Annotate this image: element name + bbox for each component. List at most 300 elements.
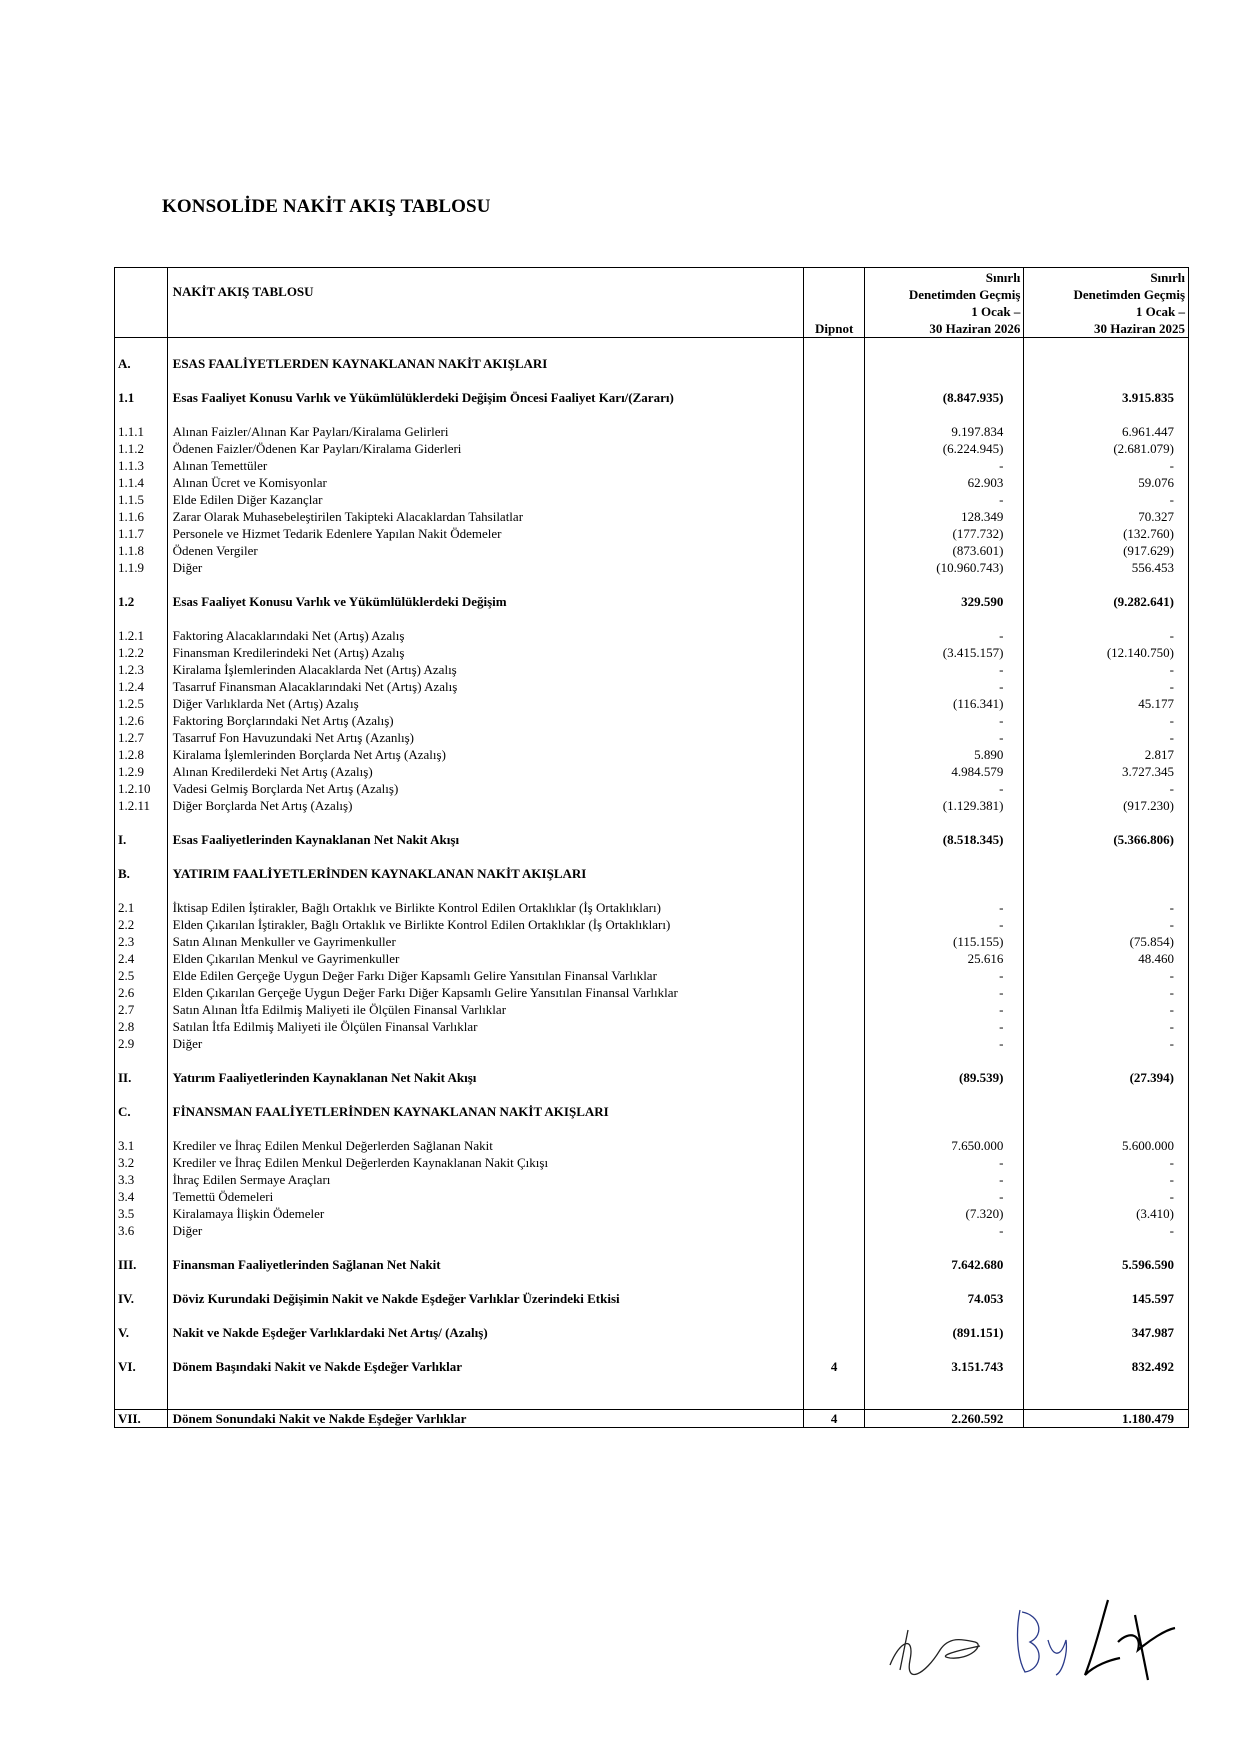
row-code: 1.2.6 [115, 712, 168, 729]
row-note [803, 644, 864, 661]
row-note [803, 627, 864, 644]
row-value-2026: (3.415.157) [865, 644, 1024, 661]
row-value-2026: (116.341) [865, 695, 1024, 712]
row-value-2025: - [1024, 712, 1189, 729]
row-value-2025: - [1024, 899, 1189, 916]
row-label: Tasarruf Finansman Alacaklarındaki Net (Artış) Azalış [167, 678, 803, 695]
row-label: Ödenen Faizler/Ödenen Kar Payları/Kiralama Giderleri [167, 440, 803, 457]
row-code: 3.2 [115, 1154, 168, 1171]
row-code: 1.1.2 [115, 440, 168, 457]
row-value-2025: (132.760) [1024, 525, 1189, 542]
spacer-cell [865, 1239, 1024, 1256]
table-row [115, 1222, 1189, 1239]
row-value-2026 [865, 1103, 1024, 1120]
row-note [803, 1171, 864, 1188]
cash-flow-table [114, 267, 1189, 1428]
row-code: 1.2.10 [115, 780, 168, 797]
table-row [115, 678, 1189, 695]
table-row [115, 831, 1189, 848]
row-code: 1.2.3 [115, 661, 168, 678]
table-row [115, 797, 1189, 814]
row-note [803, 1103, 864, 1120]
row-note [803, 542, 864, 559]
row-note [803, 780, 864, 797]
row-value-2026: 2.260.592 [865, 1410, 1024, 1428]
table-row [115, 729, 1189, 746]
row-code: 2.8 [115, 1018, 168, 1035]
row-value-2026: - [865, 1018, 1024, 1035]
spacer-row [115, 406, 1189, 423]
row-label: Temettü Ödemeleri [167, 1188, 803, 1205]
row-note [803, 916, 864, 933]
row-value-2026: 9.197.834 [865, 423, 1024, 440]
row-value-2026: - [865, 984, 1024, 1001]
row-code: II. [115, 1069, 168, 1086]
spacer-cell [1024, 848, 1189, 865]
spacer-cell [803, 610, 864, 627]
spacer-cell [167, 372, 803, 389]
row-label: Elden Çıkarılan Menkul ve Gayrimenkuller [167, 950, 803, 967]
row-label: Satılan İtfa Edilmiş Maliyeti ile Ölçülen Finansal Varlıklar [167, 1018, 803, 1035]
spacer-cell [167, 1239, 803, 1256]
signature-2 [1018, 1610, 1067, 1675]
row-note [803, 491, 864, 508]
row-value-2025: 347.987 [1024, 1324, 1189, 1341]
row-note [803, 1222, 864, 1239]
signature-1 [890, 1630, 980, 1674]
row-label: Kiralama İşlemlerinden Alacaklarda Net (Artış) Azalış [167, 661, 803, 678]
row-label: Kiralama İşlemlerinden Borçlarda Net Artış (Azalış) [167, 746, 803, 763]
table-row [115, 763, 1189, 780]
row-label: Alınan Ücret ve Komisyonlar [167, 474, 803, 491]
table-row [115, 1001, 1189, 1018]
row-value-2025: - [1024, 1171, 1189, 1188]
row-label: FİNANSMAN FAALİYETLERİNDEN KAYNAKLANAN NAKİT AKIŞLARI [167, 1103, 803, 1120]
row-code: 1.1.9 [115, 559, 168, 576]
row-code: B. [115, 865, 168, 882]
row-value-2026: (115.155) [865, 933, 1024, 950]
row-note [803, 1290, 864, 1307]
row-code: 3.3 [115, 1171, 168, 1188]
header-2025-line-2: Denetimden Geçmiş [1073, 287, 1185, 302]
row-value-2025: 5.600.000 [1024, 1137, 1189, 1154]
row-value-2025: (917.629) [1024, 542, 1189, 559]
table-header-row [115, 268, 1189, 338]
row-label: Diğer [167, 1222, 803, 1239]
table-row [115, 423, 1189, 440]
row-code: 2.9 [115, 1035, 168, 1052]
row-value-2025: 832.492 [1024, 1358, 1189, 1375]
spacer-cell [115, 576, 168, 593]
row-label: Esas Faaliyetlerinden Kaynaklanan Net Nakit Akışı [167, 831, 803, 848]
spacer-row [115, 1239, 1189, 1256]
table-row [115, 984, 1189, 1001]
row-value-2025: 3.727.345 [1024, 763, 1189, 780]
row-note [803, 797, 864, 814]
row-value-2026: (7.320) [865, 1205, 1024, 1222]
spacer-row [115, 814, 1189, 831]
spacer-row [115, 1052, 1189, 1069]
row-value-2025: - [1024, 1018, 1189, 1035]
spacer-row [115, 1375, 1189, 1392]
table-row [115, 1171, 1189, 1188]
row-label: Diğer [167, 1035, 803, 1052]
row-value-2026: (8.847.935) [865, 389, 1024, 406]
row-code: 1.2.9 [115, 763, 168, 780]
row-value-2025: 59.076 [1024, 474, 1189, 491]
spacer-cell [1024, 576, 1189, 593]
spacer-cell [803, 1307, 864, 1324]
row-value-2026: - [865, 1154, 1024, 1171]
spacer-cell [115, 1273, 168, 1290]
row-value-2026: - [865, 1035, 1024, 1052]
row-code: V. [115, 1324, 168, 1341]
row-value-2026: (89.539) [865, 1069, 1024, 1086]
row-note [803, 933, 864, 950]
row-value-2025: - [1024, 1035, 1189, 1052]
row-note [803, 1188, 864, 1205]
row-label: Alınan Temettüler [167, 457, 803, 474]
row-value-2025: (2.681.079) [1024, 440, 1189, 457]
spacer-cell [1024, 1120, 1189, 1137]
table-row [115, 695, 1189, 712]
table-row [115, 593, 1189, 610]
spacer-cell [1024, 1052, 1189, 1069]
table-row [115, 627, 1189, 644]
row-code: 2.6 [115, 984, 168, 1001]
header-2026-line-4: 30 Haziran 2026 [929, 321, 1021, 336]
table-row [115, 542, 1189, 559]
row-note: 4 [803, 1410, 864, 1428]
table-row [115, 1103, 1189, 1120]
spacer-cell [865, 1392, 1024, 1410]
row-value-2026: - [865, 729, 1024, 746]
row-value-2026 [865, 355, 1024, 372]
row-value-2026: 7.650.000 [865, 1137, 1024, 1154]
spacer-cell [115, 814, 168, 831]
row-note [803, 1001, 864, 1018]
row-label: Tasarruf Fon Havuzundaki Net Artış (Azanlış) [167, 729, 803, 746]
table-row [115, 967, 1189, 984]
row-value-2026: - [865, 1222, 1024, 1239]
header-2025-line-3: 1 Ocak – [1135, 304, 1185, 319]
row-code: I. [115, 831, 168, 848]
row-label: Elden Çıkarılan Gerçeğe Uygun Değer Farkı Diğer Kapsamlı Gelire Yansıtılan Finansal Varlıklar [167, 984, 803, 1001]
row-code: 3.4 [115, 1188, 168, 1205]
table-row [115, 1154, 1189, 1171]
header-note: Dipnot [803, 268, 864, 338]
header-2026-line-2: Denetimden Geçmiş [908, 287, 1021, 302]
row-value-2025: (917.230) [1024, 797, 1189, 814]
row-label: Krediler ve İhraç Edilen Menkul Değerlerden Kaynaklanan Nakit Çıkışı [167, 1154, 803, 1171]
row-note [803, 950, 864, 967]
row-value-2025: - [1024, 661, 1189, 678]
row-value-2026: 329.590 [865, 593, 1024, 610]
row-note [803, 729, 864, 746]
spacer-row [115, 576, 1189, 593]
spacer-cell [167, 1273, 803, 1290]
row-value-2026: - [865, 780, 1024, 797]
spacer-cell [803, 576, 864, 593]
spacer-cell [865, 338, 1024, 356]
table-row [115, 899, 1189, 916]
row-code: 3.1 [115, 1137, 168, 1154]
row-note [803, 984, 864, 1001]
row-code: 1.1.7 [115, 525, 168, 542]
spacer-cell [115, 1239, 168, 1256]
row-value-2026: - [865, 457, 1024, 474]
row-code: 1.1 [115, 389, 168, 406]
row-note [803, 457, 864, 474]
spacer-cell [1024, 1341, 1189, 1358]
spacer-cell [803, 848, 864, 865]
row-code: A. [115, 355, 168, 372]
row-note [803, 1324, 864, 1341]
row-note [803, 899, 864, 916]
row-label: Ödenen Vergiler [167, 542, 803, 559]
header-statement-name: NAKİT AKIŞ TABLOSU [167, 268, 803, 338]
table-row [115, 661, 1189, 678]
row-value-2026: - [865, 967, 1024, 984]
header-period-2025 [1024, 268, 1189, 338]
spacer-cell [167, 1052, 803, 1069]
table-row [115, 933, 1189, 950]
spacer-cell [803, 1392, 864, 1410]
row-value-2025: - [1024, 1154, 1189, 1171]
table-row [115, 1205, 1189, 1222]
spacer-cell [167, 576, 803, 593]
row-value-2025: (9.282.641) [1024, 593, 1189, 610]
row-value-2025: 556.453 [1024, 559, 1189, 576]
row-value-2025: - [1024, 780, 1189, 797]
row-label: Dönem Sonundaki Nakit ve Nakde Eşdeğer Varlıklar [167, 1410, 803, 1428]
spacer-cell [167, 1375, 803, 1392]
row-value-2025: - [1024, 1188, 1189, 1205]
spacer-cell [1024, 1307, 1189, 1324]
spacer-cell [865, 814, 1024, 831]
spacer-cell [167, 1120, 803, 1137]
header-2026-line-1: Sınırlı [985, 270, 1021, 285]
row-note [803, 695, 864, 712]
row-value-2026: 62.903 [865, 474, 1024, 491]
row-code: 1.2.8 [115, 746, 168, 763]
row-code: 1.2.4 [115, 678, 168, 695]
row-label: ESAS FAALİYETLERDEN KAYNAKLANAN NAKİT AKIŞLARI [167, 355, 803, 372]
row-value-2025: - [1024, 457, 1189, 474]
row-value-2025: (5.366.806) [1024, 831, 1189, 848]
signatures [880, 1580, 1180, 1690]
row-label: Diğer Varlıklarda Net (Artış) Azalış [167, 695, 803, 712]
row-code: VI. [115, 1358, 168, 1375]
row-value-2026: - [865, 678, 1024, 695]
row-value-2025: - [1024, 627, 1189, 644]
row-value-2026: - [865, 916, 1024, 933]
row-note [803, 389, 864, 406]
table-row [115, 457, 1189, 474]
row-code: 1.1.5 [115, 491, 168, 508]
row-label: Esas Faaliyet Konusu Varlık ve Yükümlülüklerdeki Değişim Öncesi Faaliyet Karı/(Zararı) [167, 389, 803, 406]
spacer-cell [115, 372, 168, 389]
row-label: Alınan Faizler/Alınan Kar Payları/Kiralama Gelirleri [167, 423, 803, 440]
spacer-cell [865, 1273, 1024, 1290]
table-row [115, 1256, 1189, 1273]
row-note [803, 1205, 864, 1222]
spacer-cell [865, 406, 1024, 423]
row-value-2026: (1.129.381) [865, 797, 1024, 814]
row-code: 2.1 [115, 899, 168, 916]
spacer-row [115, 882, 1189, 899]
spacer-row [115, 1307, 1189, 1324]
row-note [803, 355, 864, 372]
row-code: 1.2 [115, 593, 168, 610]
row-note [803, 593, 864, 610]
row-value-2026: 74.053 [865, 1290, 1024, 1307]
row-code: 2.5 [115, 967, 168, 984]
row-note [803, 508, 864, 525]
row-note [803, 423, 864, 440]
row-code: 2.3 [115, 933, 168, 950]
row-label: Alınan Kredilerdeki Net Artış (Azalış) [167, 763, 803, 780]
row-note [803, 763, 864, 780]
table-row [115, 1069, 1189, 1086]
row-label: Diğer [167, 559, 803, 576]
spacer-cell [803, 1052, 864, 1069]
row-value-2026: - [865, 491, 1024, 508]
row-value-2025: 70.327 [1024, 508, 1189, 525]
row-value-2025: (12.140.750) [1024, 644, 1189, 661]
row-note [803, 1256, 864, 1273]
spacer-cell [115, 1307, 168, 1324]
row-label: İhraç Edilen Sermaye Araçları [167, 1171, 803, 1188]
row-label: Esas Faaliyet Konusu Varlık ve Yükümlülüklerdeki Değişim [167, 593, 803, 610]
table-row [115, 1410, 1189, 1428]
row-label: Finansman Kredilerindeki Net (Artış) Azalış [167, 644, 803, 661]
row-value-2026: (10.960.743) [865, 559, 1024, 576]
row-note [803, 1137, 864, 1154]
row-label: Faktoring Borçlarındaki Net Artış (Azalış) [167, 712, 803, 729]
table-row [115, 355, 1189, 372]
spacer-cell [803, 1341, 864, 1358]
spacer-cell [167, 1086, 803, 1103]
row-value-2026: - [865, 1171, 1024, 1188]
row-value-2026: (873.601) [865, 542, 1024, 559]
spacer-cell [803, 372, 864, 389]
row-value-2025: 3.915.835 [1024, 389, 1189, 406]
spacer-cell [1024, 882, 1189, 899]
row-note [803, 525, 864, 542]
row-value-2026: - [865, 899, 1024, 916]
row-value-2026: - [865, 661, 1024, 678]
row-code: 1.2.1 [115, 627, 168, 644]
row-value-2026: (177.732) [865, 525, 1024, 542]
spacer-row [115, 1273, 1189, 1290]
row-value-2025: - [1024, 984, 1189, 1001]
table-row [115, 1358, 1189, 1375]
spacer-cell [1024, 1239, 1189, 1256]
spacer-cell [167, 610, 803, 627]
spacer-cell [803, 814, 864, 831]
row-note [803, 712, 864, 729]
document-title: KONSOLİDE NAKİT AKIŞ TABLOSU [162, 196, 491, 217]
row-code: 1.2.2 [115, 644, 168, 661]
spacer-row [115, 372, 1189, 389]
table-row [115, 1188, 1189, 1205]
row-code: 3.6 [115, 1222, 168, 1239]
row-note [803, 831, 864, 848]
spacer-cell [115, 1375, 168, 1392]
row-code: IV. [115, 1290, 168, 1307]
spacer-cell [115, 848, 168, 865]
row-label: Satın Alınan İtfa Edilmiş Maliyeti ile Ölçülen Finansal Varlıklar [167, 1001, 803, 1018]
spacer-cell [115, 338, 168, 356]
spacer-cell [803, 1273, 864, 1290]
row-value-2026: 128.349 [865, 508, 1024, 525]
table-row [115, 491, 1189, 508]
row-value-2026: 25.616 [865, 950, 1024, 967]
row-value-2025: 5.596.590 [1024, 1256, 1189, 1273]
row-note [803, 1018, 864, 1035]
row-code: 2.2 [115, 916, 168, 933]
table-row [115, 508, 1189, 525]
spacer-cell [865, 848, 1024, 865]
row-note [803, 1069, 864, 1086]
row-value-2026: (6.224.945) [865, 440, 1024, 457]
spacer-cell [167, 1307, 803, 1324]
spacer-cell [803, 1120, 864, 1137]
row-value-2026: 5.890 [865, 746, 1024, 763]
row-code: VII. [115, 1410, 168, 1428]
row-label: Zarar Olarak Muhasebeleştirilen Takipteki Alacaklardan Tahsilatlar [167, 508, 803, 525]
row-label: İktisap Edilen İştirakler, Bağlı Ortaklık ve Birlikte Kontrol Edilen Ortaklıklar (İş Ortaklıkları) [167, 899, 803, 916]
spacer-cell [167, 814, 803, 831]
spacer-cell [865, 1120, 1024, 1137]
row-note: 4 [803, 1358, 864, 1375]
row-label: Yatırım Faaliyetlerinden Kaynaklanan Net Nakit Akışı [167, 1069, 803, 1086]
row-code: 1.2.5 [115, 695, 168, 712]
spacer-cell [1024, 338, 1189, 356]
table-row [115, 1290, 1189, 1307]
spacer-cell [803, 1086, 864, 1103]
spacer-cell [803, 338, 864, 356]
row-label: Krediler ve İhraç Edilen Menkul Değerlerden Sağlanan Nakit [167, 1137, 803, 1154]
row-note [803, 967, 864, 984]
row-code: 1.2.11 [115, 797, 168, 814]
spacer-cell [115, 1120, 168, 1137]
row-label: Elde Edilen Diğer Kazançlar [167, 491, 803, 508]
row-value-2025: 48.460 [1024, 950, 1189, 967]
spacer-cell [803, 1239, 864, 1256]
spacer-cell [167, 882, 803, 899]
row-label: Personele ve Hizmet Tedarik Edenlere Yapılan Nakit Ödemeler [167, 525, 803, 542]
spacer-cell [1024, 1086, 1189, 1103]
row-value-2026 [865, 865, 1024, 882]
row-value-2025: (75.854) [1024, 933, 1189, 950]
row-note [803, 559, 864, 576]
row-value-2025: - [1024, 1001, 1189, 1018]
row-value-2025 [1024, 1103, 1189, 1120]
row-value-2025: - [1024, 1222, 1189, 1239]
row-code: 1.1.3 [115, 457, 168, 474]
row-value-2025: - [1024, 678, 1189, 695]
spacer-cell [803, 406, 864, 423]
spacer-cell [115, 1341, 168, 1358]
row-note [803, 865, 864, 882]
spacer-cell [803, 1375, 864, 1392]
row-code: III. [115, 1256, 168, 1273]
row-code: 1.2.7 [115, 729, 168, 746]
row-value-2026: (891.151) [865, 1324, 1024, 1341]
row-code: C. [115, 1103, 168, 1120]
